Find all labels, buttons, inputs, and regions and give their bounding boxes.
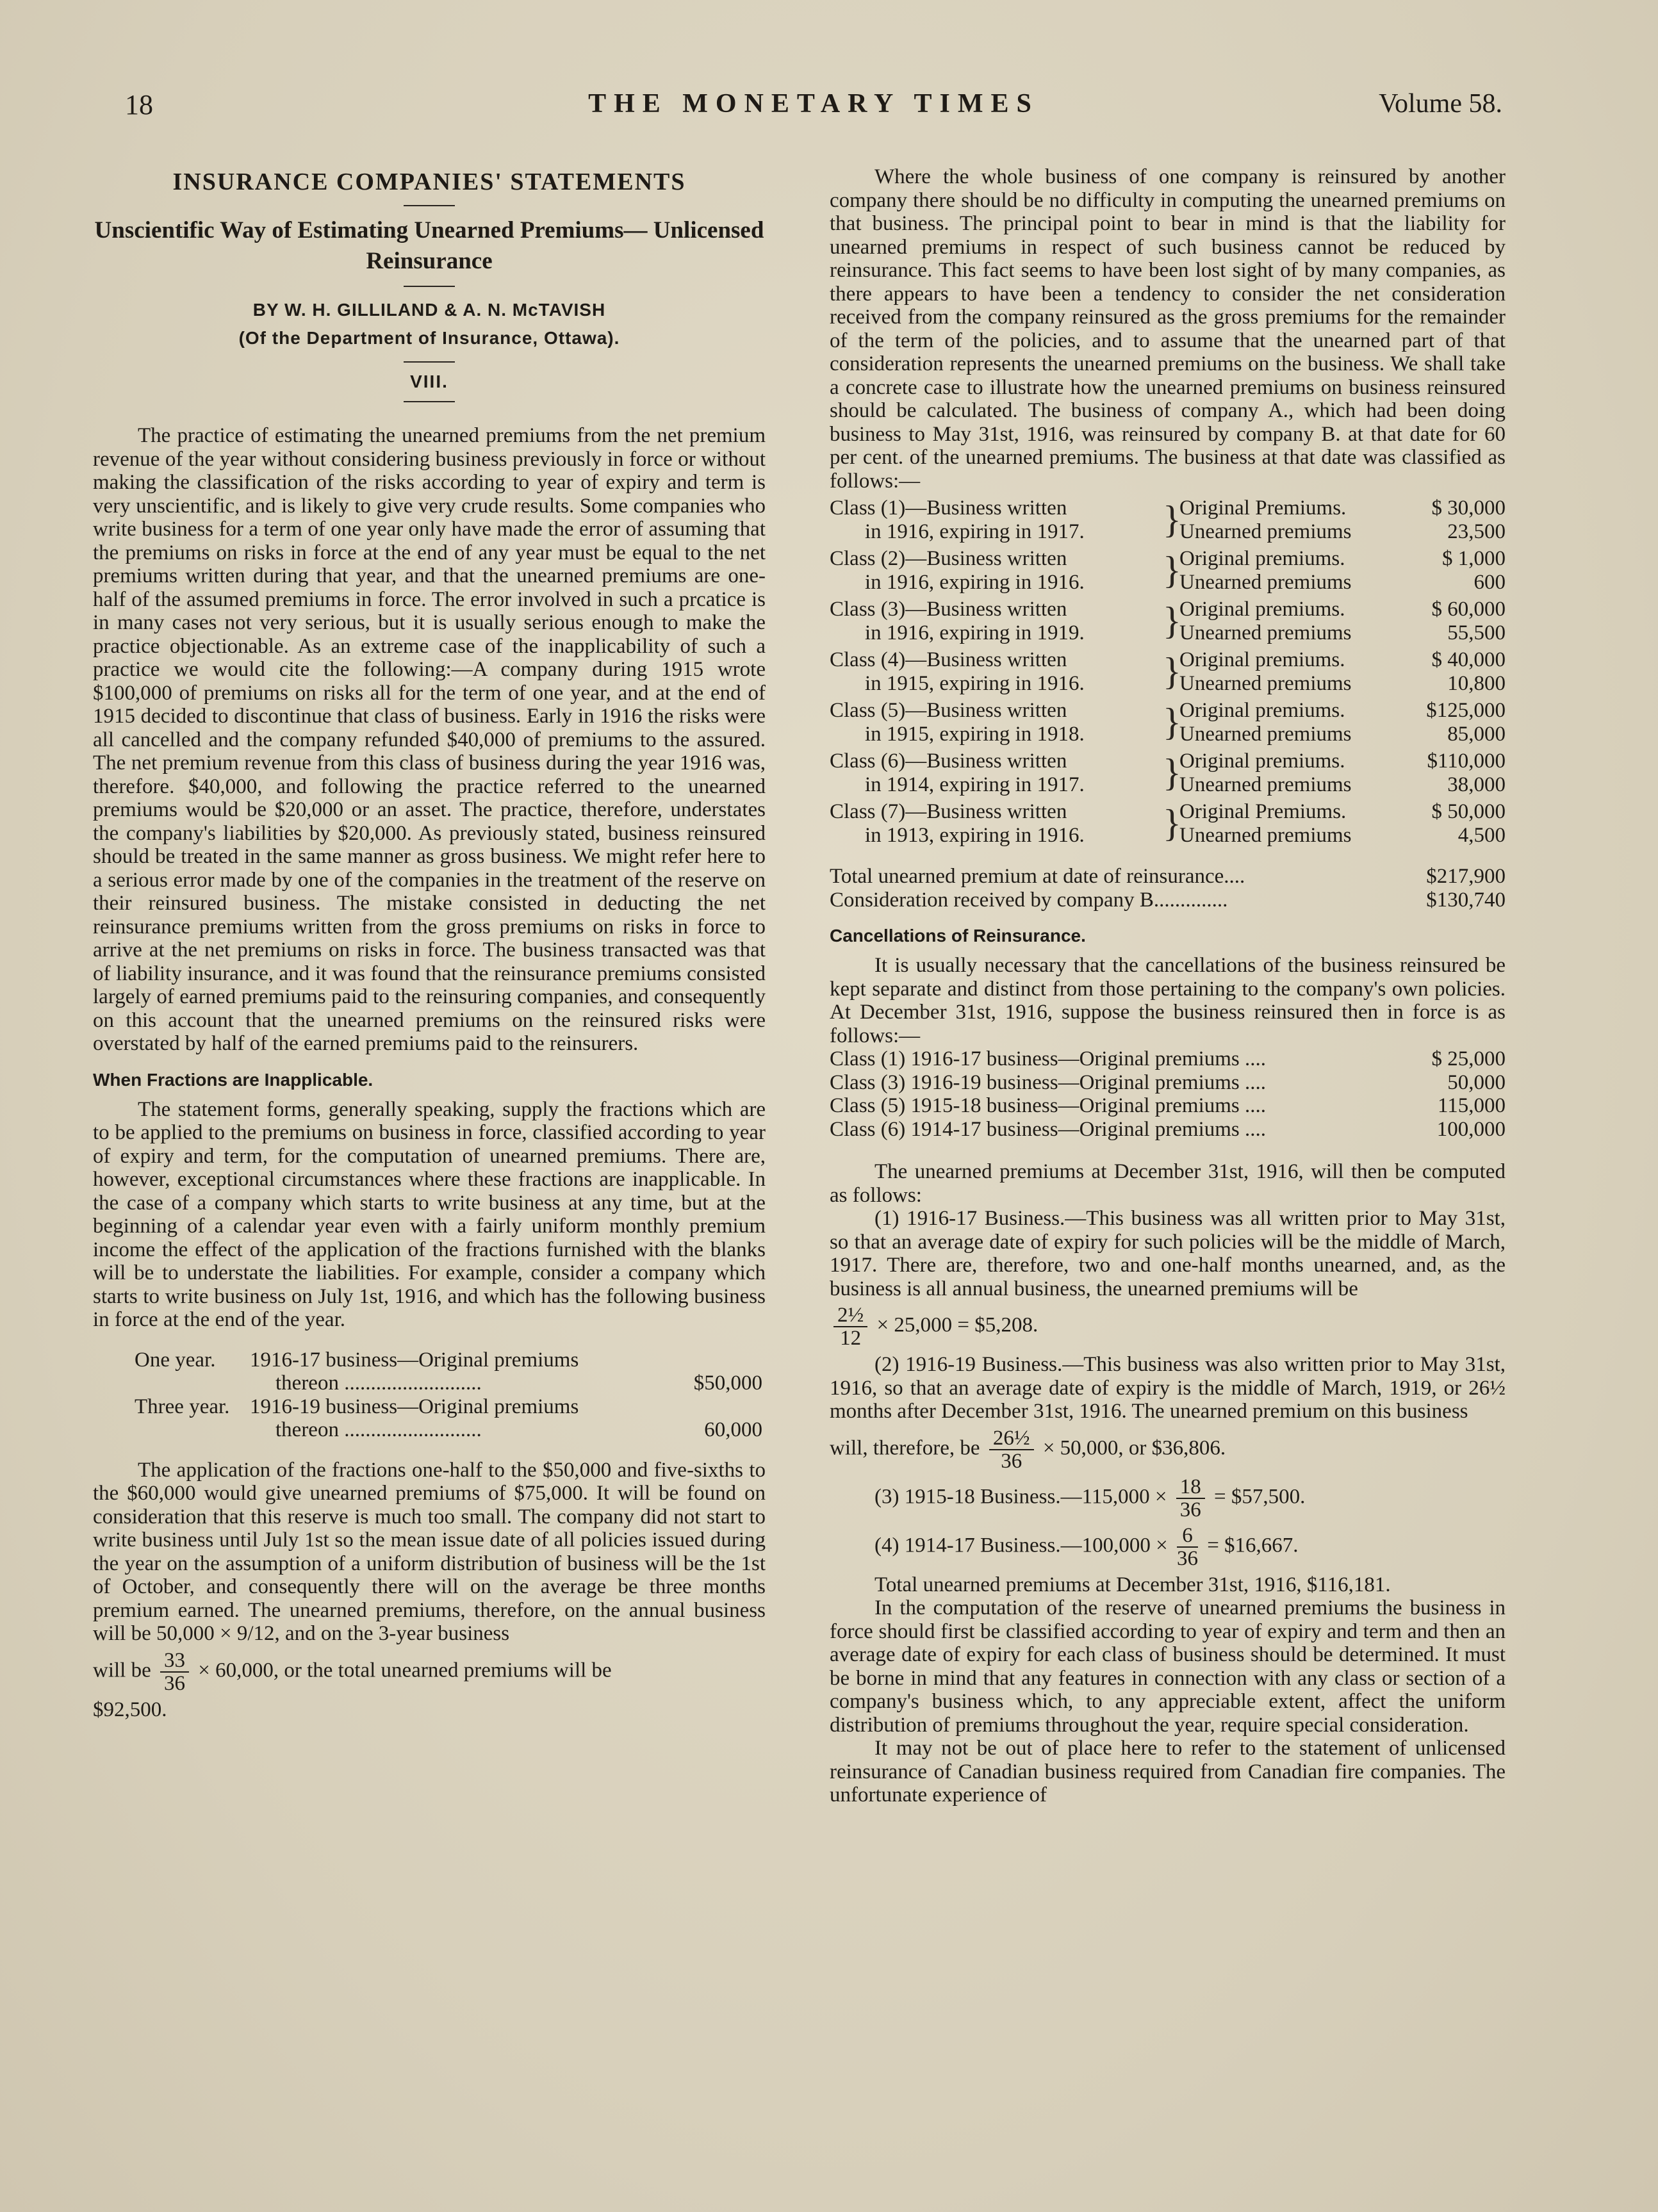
class-line: Class (6)—Business written — [830, 750, 1067, 773]
row-label: Class (1) 1916-17 business—Original premiums .... — [830, 1047, 1267, 1070]
class-line: Class (5)—Business written — [830, 699, 1067, 722]
figure-line — [1179, 648, 1506, 672]
figure-line — [1179, 547, 1506, 571]
paragraph: (2) 1916-19 Business.—This business was also written prior to May 31st, 1916, so that an average date of expiry is the middle of March, 1919, or 26½ months after December 31st, 1916. The unearned premium on this business — [830, 1353, 1506, 1423]
paragraph: (1) 1916-17 Business.—This business was all written prior to May 31st, so that an average date of expiry for such policies will be the middle of March, 1917. There are, therefore, two and one-half months unearned, and, as the business is all annual business, the unearned premiums will be — [830, 1207, 1506, 1300]
figure-amount: 600 — [1473, 570, 1506, 594]
figure-label: Unearned premiums — [1179, 570, 1352, 594]
page-number: 18 — [125, 89, 153, 120]
figure-line — [1179, 699, 1506, 723]
figure-amount: 10,800 — [1447, 671, 1506, 695]
row-label: Class (5) 1915-18 business—Original premiums .... — [830, 1094, 1267, 1117]
figure-amount: $ 50,000 — [1431, 800, 1506, 823]
fraction — [833, 1304, 867, 1349]
class-desc — [830, 648, 1163, 695]
page-header — [125, 88, 1502, 127]
figure-amount: 23,500 — [1447, 520, 1506, 543]
figure-line — [1179, 672, 1506, 696]
class-line: in 1915, expiring in 1918. — [865, 722, 1085, 746]
author-department: (Of the Department of Insurance, Ottawa). — [238, 328, 620, 348]
divider — [404, 205, 455, 206]
figure-amount: $ 60,000 — [1431, 598, 1506, 621]
denominator: 36 — [1179, 1498, 1201, 1521]
table-row — [830, 1047, 1506, 1071]
equation-text: = $57,500. — [1213, 1485, 1306, 1509]
total-amount: $217,900 — [1426, 865, 1506, 888]
paragraph: In the computation of the reserve of unearned premiums the business in force should first be classified according to year of expiry and term and then an average date of expiry for each class of business should be determined. It must be borne in mind that any features in connection with any class or section of a company's business which, to any appreciable extent, affect the uniform distribution of premiums throughout the year, require special consideration. — [830, 1596, 1506, 1737]
class-line: in 1914, expiring in 1917. — [865, 773, 1085, 796]
equation-text: × 25,000 = $5,208. — [876, 1313, 1038, 1337]
class-desc — [830, 598, 1163, 644]
total-line — [830, 889, 1506, 912]
equation — [830, 1427, 1506, 1472]
row-label: Class (6) 1914-17 business—Original premiums .... — [830, 1117, 1267, 1141]
figure-amount: 55,500 — [1447, 621, 1506, 644]
example-table — [135, 1348, 762, 1442]
class-line: in 1916, expiring in 1917. — [865, 520, 1085, 543]
spacer — [135, 1418, 250, 1442]
table-row — [830, 1094, 1506, 1118]
fraction — [989, 1427, 1034, 1472]
class-line: Class (7)—Business written — [830, 800, 1067, 823]
table-row — [830, 800, 1506, 847]
figure-line — [1179, 800, 1506, 824]
brace: } — [1163, 751, 1181, 794]
figure-line — [1179, 773, 1506, 797]
figure-label: Original Premiums. — [1179, 800, 1347, 823]
amount: $50,000 — [693, 1372, 762, 1395]
numerator: 6 — [1177, 1525, 1198, 1548]
fraction — [160, 1650, 189, 1694]
equation-text: will be — [93, 1659, 151, 1682]
journal-title: THE MONETARY TIMES — [588, 89, 1039, 119]
numerator: 2½ — [833, 1304, 867, 1327]
section-heading: Cancellations of Reinsurance. — [830, 926, 1086, 946]
figure-amount: $ 30,000 — [1431, 496, 1506, 520]
paragraph: The statement forms, generally speaking, supply the fractions which are to be applied to the premiums on business in force, classified according to year of expiry and term, for the computation of unearned premiums. There are, however, exceptional circumstances where these fractions are inapplicable. In the case of a company which starts to write business at any time, but at the beginning of a calendar year even with a fairly uniform monthly premium income the effect of the application of the fractions furnished with the blanks will be to understate the liabilities. For example, consider a company which starts to write business on July 1st, 1916, and which has the following business in force at the end of the year. — [93, 1097, 766, 1331]
table-row — [830, 1071, 1506, 1095]
divider — [404, 361, 455, 363]
table-row — [830, 750, 1506, 796]
paragraph: It is usually necessary that the cancellations of the business reinsured be kept separate and distinct from those pertaining to the company's own policies. At December 31st, 1916, suppose the business reinsured then in force is as follows:— — [830, 954, 1506, 1047]
figure-amount: $ 1,000 — [1442, 547, 1506, 570]
equation-text: = $16,667. — [1207, 1534, 1299, 1557]
class-line: in 1915, expiring in 1916. — [865, 671, 1085, 695]
figure-amount: 85,000 — [1447, 722, 1506, 746]
total-label: Consideration received by company B.............. — [830, 888, 1228, 912]
numerator: 33 — [160, 1650, 189, 1673]
numerator: 18 — [1176, 1476, 1205, 1499]
volume-label: Volume 58. — [1379, 89, 1502, 119]
row-amount: 50,000 — [1447, 1070, 1506, 1094]
brace: } — [1163, 701, 1181, 743]
table-row — [830, 648, 1506, 695]
figure-amount: 38,000 — [1447, 773, 1506, 796]
paragraph: Total unearned premiums at December 31st, 1916, $116,181. — [874, 1573, 1391, 1596]
figure-label: Unearned premiums — [1179, 621, 1352, 644]
class-figures — [1179, 699, 1506, 746]
figure-label: Original premiums. — [1179, 547, 1345, 570]
figure-label: Unearned premiums — [1179, 773, 1352, 796]
paragraph: The application of the fractions one-half to the $50,000 and five-sixths to the $60,000 would give unearned premiums of $75,000. It will be found on consideration that this reserve is much too small. The company did not start to write business until July 1st so the mean issue date of all policies issued during the year on the assumption of a uniform distribution of business will be the 1st of October, and consequently there will on the average be three months premium earned. The unearned premiums, therefore, on the annual business will be 50,000 × 9/12, and on the 3-year business — [93, 1458, 766, 1645]
class-line: Class (4)—Business written — [830, 648, 1067, 671]
row-amount: 100,000 — [1436, 1117, 1506, 1141]
fraction — [1176, 1476, 1205, 1521]
figure-line — [1179, 598, 1506, 621]
article-subtitle: Unscientific Way of Estimating Unearned Premiums— Unlicensed Reinsurance — [94, 217, 764, 274]
class-line: in 1913, expiring in 1916. — [865, 823, 1085, 847]
figure-amount: $ 40,000 — [1431, 648, 1506, 671]
equation — [830, 1476, 1506, 1521]
class-figures — [1179, 598, 1506, 644]
figure-line — [1179, 723, 1506, 746]
term-label: Three year. — [135, 1395, 230, 1418]
class-desc — [830, 699, 1163, 746]
result: $92,500. — [93, 1698, 167, 1721]
figure-line — [1179, 621, 1506, 645]
row-amount: 115,000 — [1437, 1094, 1506, 1117]
byline: BY W. H. GILLILAND & A. N. McTAVISH — [252, 300, 606, 320]
figure-line — [1179, 571, 1506, 594]
row-label: Class (3) 1916-19 business—Original premiums .... — [830, 1070, 1267, 1094]
class-desc — [830, 547, 1163, 594]
table-row — [830, 598, 1506, 644]
class-line: Class (2)—Business written — [830, 547, 1067, 570]
divider — [404, 286, 455, 287]
table-row — [830, 547, 1506, 594]
total-label: Total unearned premium at date of reinsurance.... — [830, 865, 1245, 888]
equation-text: × 60,000, or the total unearned premiums will be — [198, 1659, 612, 1682]
class-line: in 1916, expiring in 1916. — [865, 570, 1085, 594]
figure-label: Unearned premiums — [1179, 520, 1352, 543]
figure-label: Unearned premiums — [1179, 671, 1352, 695]
denominator: 36 — [1176, 1546, 1198, 1570]
reinsurance-table — [830, 1047, 1506, 1141]
business-desc: 1916-17 business—Original premiums — [250, 1348, 579, 1372]
class-figures — [1179, 496, 1506, 543]
figure-line — [1179, 496, 1506, 520]
right-column — [830, 165, 1506, 1807]
equation-text: × 50,000, or $36,806. — [1042, 1436, 1226, 1460]
equation-text: (3) 1915-18 Business.—115,000 × — [874, 1485, 1167, 1509]
paragraph: The practice of estimating the unearned premiums from the net premium revenue of the year without considering business previously in force or without making the classification of the risks according to year of expiry and term is very unscientific, and is likely to give very crude results. Some companies who write business for a term of one year only have made the error of assuming that the premiums on risks in force at the end of any year must be equal to the net premiums written during that year, and that the unearned premiums are one-half of the assumed premiums in force. The error involved in such a prcatice is in many cases not very serious, but it is usually serious enough to make the practice objectionable. As an extreme case of the inapplicability of such a practice we would cite the following:—A company during 1915 wrote $100,000 of premiums on risks all for the term of one year, and at the end of 1915 decided to discontinue that class of business. Early in 1916 the risks were all cancelled and the company refunded $40,000 of premiums to the assured. The net premium revenue from this class of business during the year 1916 was, therefore. $40,000, and following the practice referred to the unearned premiums would be $20,000 or an asset. The practice, therefore, understates the company's liabilities by $20,000. As previously stated, business reinsured should be treated in the same manner as gross business. We might refer here to a serious error made by one of the companies in the treatment of the reserve on their reinsured business. The mistake consisted in deducting the net reinsurance premiums written from the gross premiums on risks in force to arrive at the net premiums on risks in force. The business transacted was that of liability insurance, and it was found that the reinsurance premiums consisted largely of earned premiums paid to the reinsuring companies, and consequently on this account that the unearned premiums on the reinsured risks were overstated by half of the earned premiums paid to the reinsurers. — [93, 424, 766, 1055]
figure-label: Original Premiums. — [1179, 496, 1347, 520]
table-row — [135, 1372, 762, 1395]
row-amount: $ 25,000 — [1431, 1047, 1506, 1070]
figure-label: Original premiums. — [1179, 598, 1345, 621]
equation — [830, 1304, 1506, 1349]
figure-label: Original premiums. — [1179, 750, 1345, 773]
amount: 60,000 — [704, 1418, 762, 1441]
article-title: INSURANCE COMPANIES' STATEMENTS — [172, 168, 686, 195]
table-row — [135, 1395, 762, 1419]
term-label: One year. — [135, 1348, 216, 1372]
class-figures — [1179, 547, 1506, 594]
denominator: 36 — [163, 1671, 185, 1695]
class-desc — [830, 750, 1163, 796]
brace: } — [1163, 549, 1181, 591]
equation-text: will, therefore, be — [830, 1436, 980, 1460]
fraction — [1177, 1525, 1198, 1569]
brace: } — [1163, 498, 1181, 541]
class-desc — [830, 496, 1163, 543]
paragraph: The unearned premiums at December 31st, 1916, will then be computed as follows: — [830, 1160, 1506, 1207]
table-row — [830, 699, 1506, 746]
figure-line — [1179, 520, 1506, 544]
business-desc: thereon .......................... — [275, 1418, 482, 1441]
total-amount: $130,740 — [1426, 888, 1506, 912]
class-figures — [1179, 750, 1506, 796]
class-line: in 1916, expiring in 1919. — [865, 621, 1085, 644]
spacer — [135, 1372, 250, 1395]
section-heading: When Fractions are Inapplicable. — [93, 1069, 373, 1090]
total-line — [830, 865, 1506, 889]
figure-label: Original premiums. — [1179, 648, 1345, 671]
figure-amount: $110,000 — [1427, 750, 1506, 773]
figure-label: Original premiums. — [1179, 699, 1345, 722]
class-desc — [830, 800, 1163, 847]
figure-amount: $125,000 — [1426, 699, 1506, 722]
divider — [404, 401, 455, 402]
paragraph: Where the whole business of one company is reinsured by another company there should be no difficulty in computing the unearned premiums on that business. The principal point to bear in mind is that the liability for unearned premiums in respect of such business cannot be reduced by reinsurance. This fact seems to have been lost sight of by many companies, as there appears to have been a tendency to consider the net consideration received from the company reinsured as the gross premiums for the remainder of the term of the policies, and to assume that the unearned part of that consideration represents the unearned premiums on the business. We shall take a concrete case to illustrate how the unearned premiums on business reinsured should be calculated. The business of company A., which had been doing business to May 31st, 1916, was reinsured by company B. at that date for 60 per cent. of the unearned premiums. The business at that date was classified as follows:— — [830, 165, 1506, 493]
left-column — [93, 165, 766, 1725]
class-figures — [1179, 800, 1506, 847]
equation — [830, 1525, 1506, 1569]
figure-amount: 4,500 — [1457, 823, 1506, 847]
table-row — [830, 496, 1506, 543]
equation-text: (4) 1914-17 Business.—100,000 × — [874, 1534, 1168, 1557]
brace: } — [1163, 650, 1181, 692]
table-row — [135, 1348, 762, 1372]
equation — [93, 1650, 766, 1694]
figure-label: Unearned premiums — [1179, 823, 1352, 847]
numerator: 26½ — [989, 1427, 1034, 1450]
figure-line — [1179, 824, 1506, 848]
class-line: Class (1)—Business written — [830, 496, 1067, 520]
classification-table — [830, 496, 1506, 847]
class-figures — [1179, 648, 1506, 695]
brace: } — [1163, 600, 1181, 642]
denominator: 12 — [840, 1327, 862, 1350]
business-desc: 1916-19 business—Original premiums — [250, 1395, 579, 1418]
brace: } — [1163, 802, 1181, 844]
paragraph: It may not be out of place here to refer to the statement of unlicensed reinsurance of Canadian business required from Canadian fire companies. The unfortunate experience of — [830, 1737, 1506, 1806]
part-number: VIII. — [410, 372, 448, 391]
business-desc: thereon .......................... — [275, 1372, 482, 1395]
table-row — [135, 1418, 762, 1442]
denominator: 36 — [1001, 1449, 1022, 1473]
table-row — [830, 1118, 1506, 1142]
figure-label: Unearned premiums — [1179, 722, 1352, 746]
class-line: Class (3)—Business written — [830, 598, 1067, 621]
figure-line — [1179, 750, 1506, 773]
